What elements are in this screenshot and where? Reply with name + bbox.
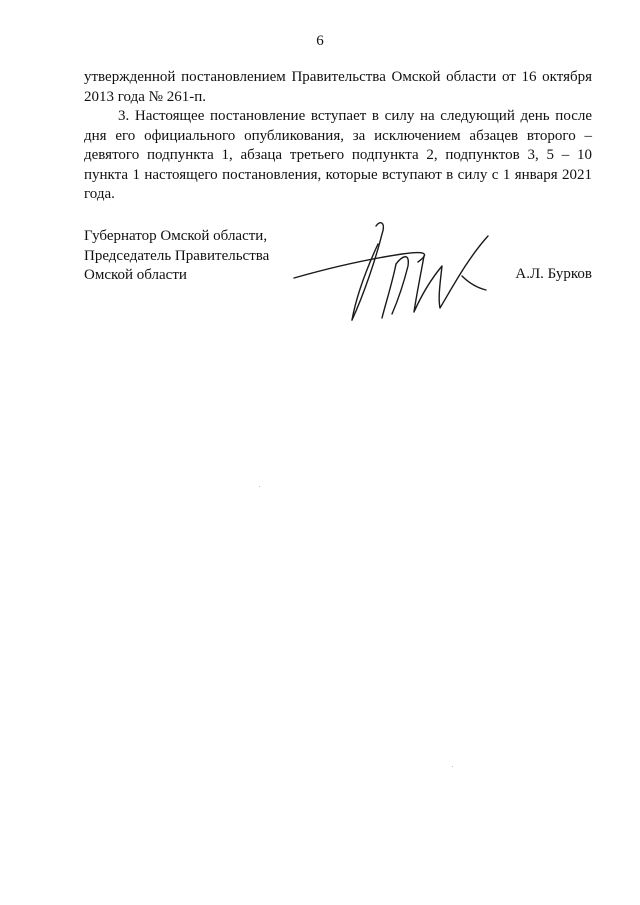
document-body [84, 68, 592, 205]
scan-speck [259, 486, 260, 487]
position-line: Председатель Правительства [84, 247, 270, 264]
page-number: 6 [316, 33, 324, 49]
signatory-position [84, 227, 269, 286]
scan-speck [452, 766, 453, 767]
position-line: Губернатор Омской области, [84, 228, 268, 244]
paragraph-continuation: утвержденной постановлением Правительства Омской области от 16 октября 2013 года № 261-п. [84, 69, 592, 105]
position-line: Омской области [84, 267, 187, 283]
paragraph-clause-3: 3. Настоящее постановление вступает в силу на следующий день после дня его официального опубликования, за исключением абзацев второго – девятого подпункта 1, абзаца третьего подпункта 2, подпунктов 3, 5 – 10 пункта 1 настоящего постановления, которые вступают в силу с 1 января 2021 года. [84, 108, 592, 202]
handwritten-signature-icon [292, 214, 502, 324]
signatory-name: А.Л. Бурков [515, 266, 592, 282]
